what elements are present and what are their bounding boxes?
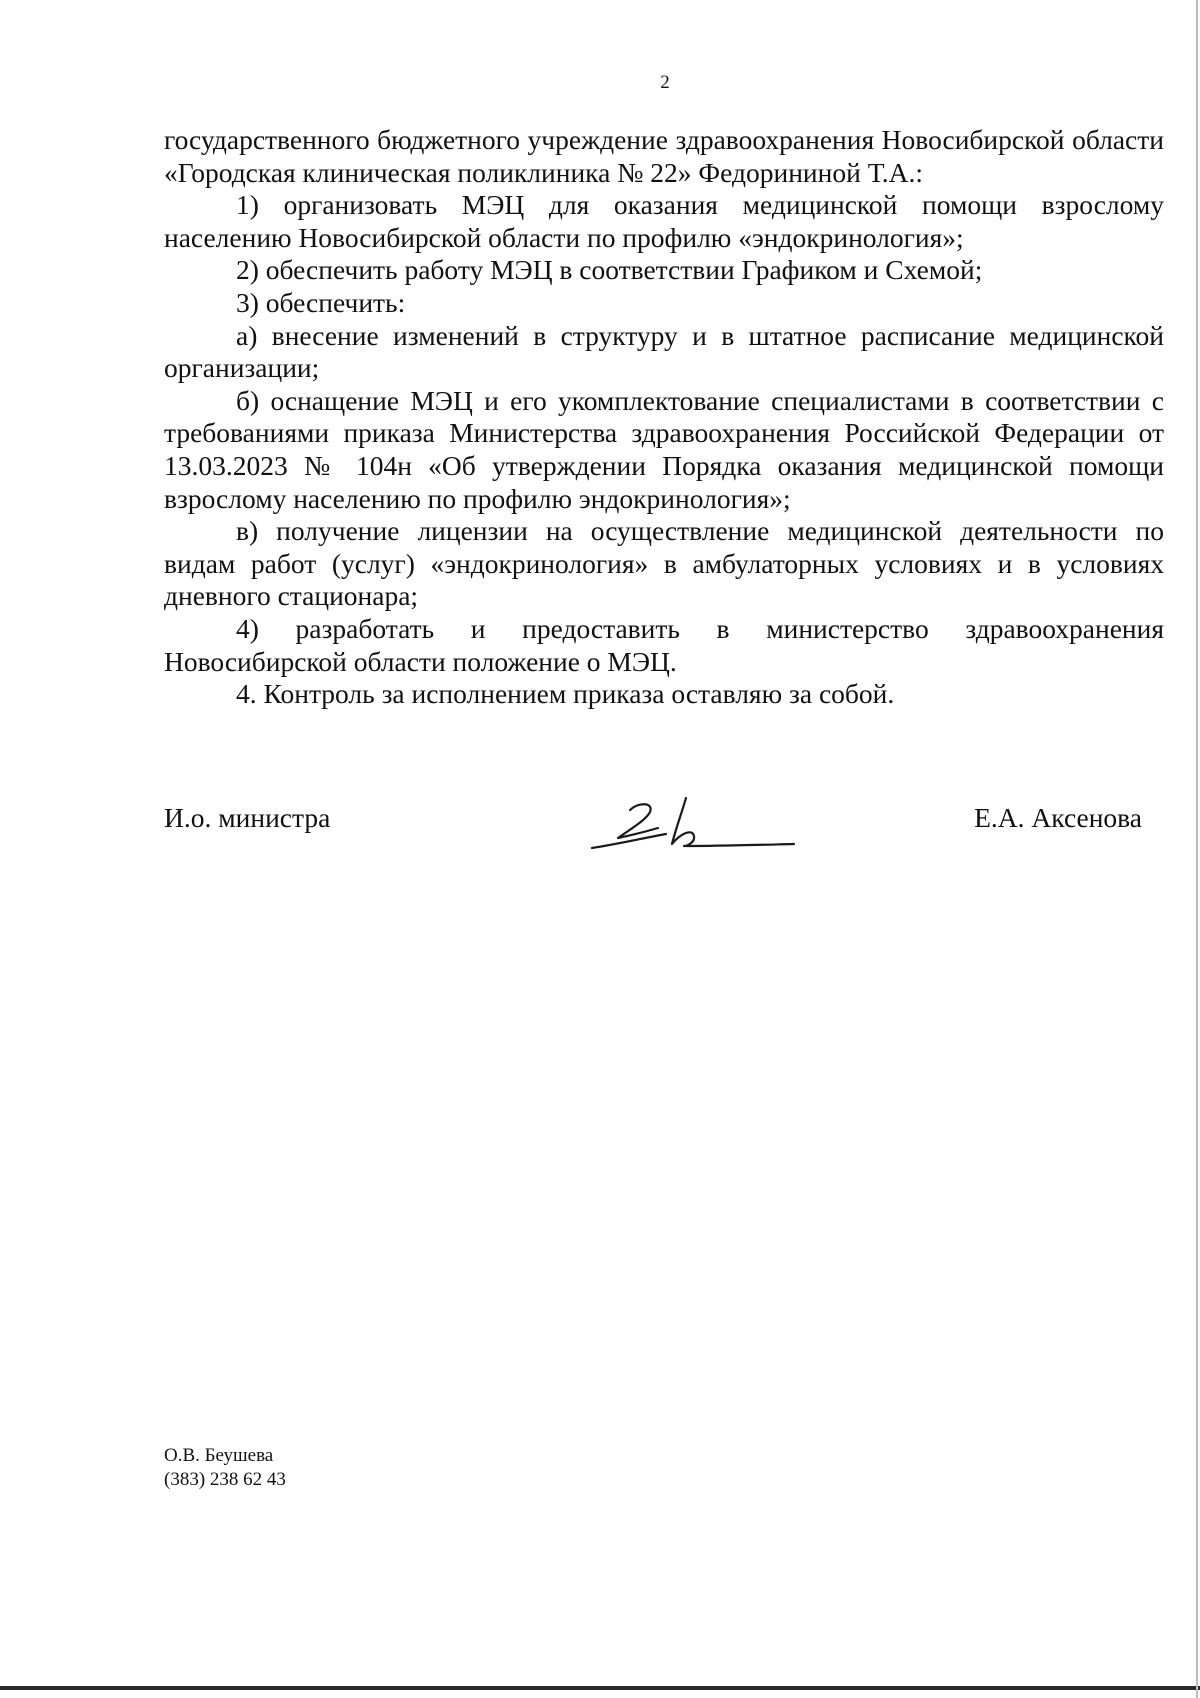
signatory-title: И.о. министра [164,802,331,833]
paragraph-control: 4. Контроль за исполнением приказа оставляю за собой. [236,678,895,710]
scan-edge-right [1196,0,1198,1698]
scan-edge-bottom [0,1686,1200,1690]
paragraph-addressee: государственного бюджетного учреждение здравоохранения Новосибирской области «Городская клиническая поликлиника № 22» Федорининой Т.А.: [164,124,1164,188]
paragraph-item-2: 2) обеспечить работу МЭЦ в соответствии Графиком и Схемой; [236,254,983,286]
signatory-name: Е.А. Аксенова [974,802,1142,833]
document-body [164,124,1164,711]
handwritten-signature [588,788,798,858]
executor-phone: (383) 238 62 43 [164,1469,286,1490]
paragraph-item-4: 4) разработать и предоставить в министерство здравоохранения Новосибирской области положение о МЭЦ. [164,612,1164,677]
executor-info [164,1444,286,1492]
paragraph-item-3: 3) обеспечить: [236,286,406,318]
paragraph-item-3a: а) внесение изменений в структуру и в штатное расписание медицинской организации; [164,319,1164,384]
paragraph-item-1: 1) организовать МЭЦ для оказания медицинской помощи взрослому населению Новосибирской области по профилю «эндокринология»; [164,189,1164,253]
paragraph-item-3b: б) оснащение МЭЦ и его укомплектование специалистами в соответствии с требованиями приказа Министерства здравоохранения Российской Федерации от 13.03.2023 № 104н «Об утверждении Порядка оказания медицинской помощи взрослому населению по профилю эндокринология»; [164,384,1164,514]
page-number: 2 [660,72,670,93]
executor-name: О.В. Беушева [164,1445,274,1466]
paragraph-item-3c: в) получение лицензии на осуществление медицинской деятельности по видам работ (услуг) «эндокринология» в амбулаторных условиях и в условиях дневного стационара; [164,515,1164,612]
